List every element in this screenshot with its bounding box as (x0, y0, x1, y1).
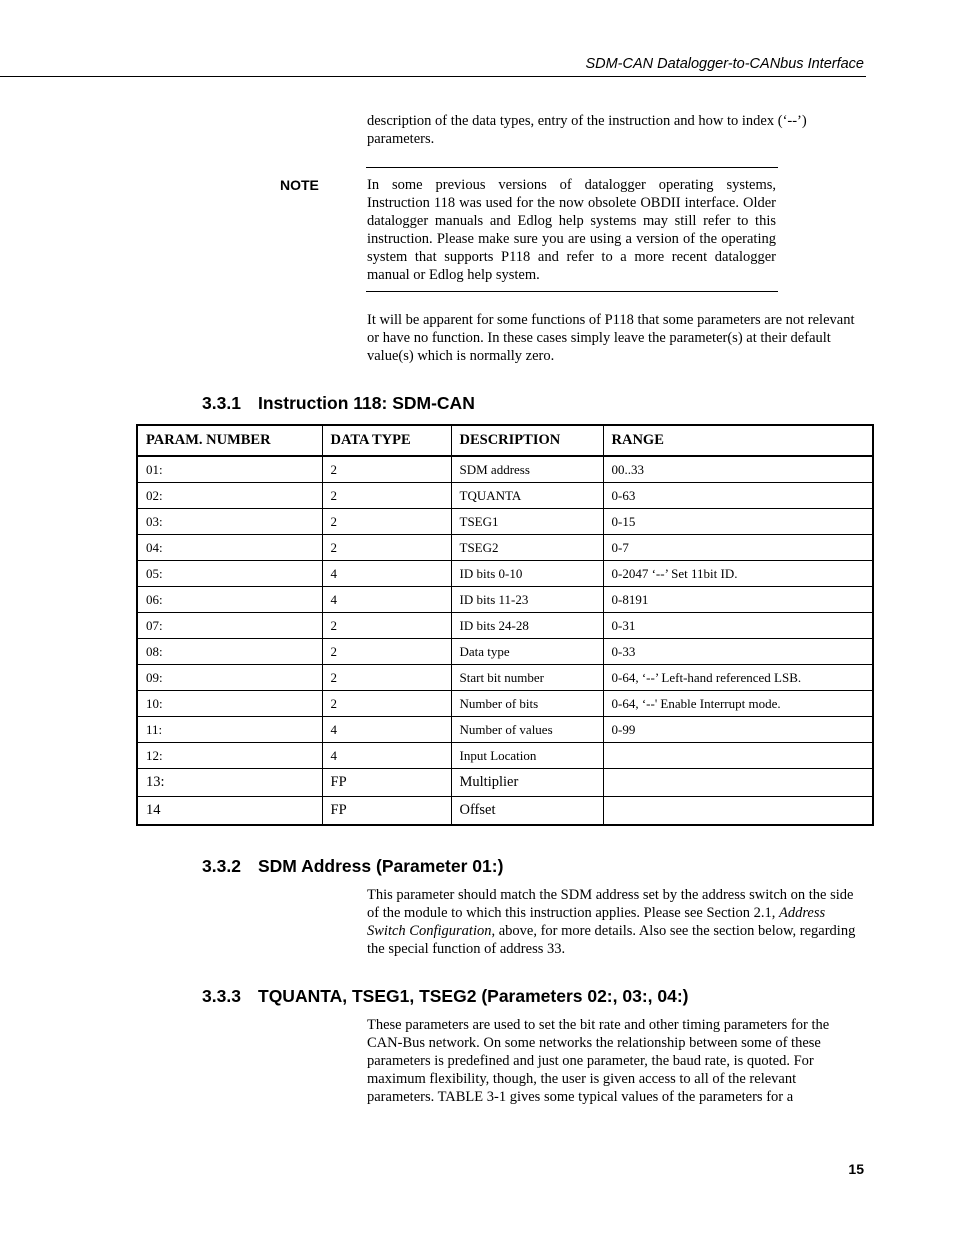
table-cell: 06: (137, 587, 322, 613)
section-number: 3.3.3 (202, 986, 241, 1006)
table-cell: SDM address (451, 456, 603, 483)
table-cell: TQUANTA (451, 483, 603, 509)
italic-reference: Address Switch Configuration (367, 905, 826, 939)
table-cell: 00..33 (603, 456, 873, 483)
table-cell: ID bits 11-23 (451, 587, 603, 613)
note-text: In some previous versions of datalogger operating systems, Instruction 118 was used for the now obsolete OBDII interface. Older datalogger manuals and Edlog help systems may still refer to this instruction. Please make sure you are using a version of the operating system that supports P118 and refer to a more recent datalogger manual or Edlog help system. (367, 177, 776, 283)
table-cell: 0-31 (603, 613, 873, 639)
table-cell: 2 (322, 639, 451, 665)
table-cell: 01: (137, 456, 322, 483)
table-cell: 02: (137, 483, 322, 509)
table-cell (603, 743, 873, 769)
table-cell: 0-63 (603, 483, 873, 509)
paragraph-text: This parameter should match the SDM address set by the address switch on the side of the module to which this instruction applies. Please see Section 2.1, (367, 887, 854, 921)
table-cell (603, 797, 873, 826)
table-cell: 0-64, ‘--' Enable Interrupt mode. (603, 691, 873, 717)
page-number: 15 (848, 1161, 864, 1177)
table-cell: 0-2047 ‘--’ Set 11bit ID. (603, 561, 873, 587)
table-cell: FP (322, 769, 451, 797)
table-cell: Input Location (451, 743, 603, 769)
running-header-title: SDM-CAN Datalogger-to-CANbus Interface (585, 56, 864, 72)
table-row (137, 535, 873, 561)
table-cell: 03: (137, 509, 322, 535)
table-header-row (137, 425, 873, 456)
table-cell: 0-7 (603, 535, 873, 561)
table-cell: 4 (322, 743, 451, 769)
table-row (137, 639, 873, 665)
table-cell: 0-15 (603, 509, 873, 535)
section-3-3-3-paragraph: These parameters are used to set the bit rate and other timing parameters for the CAN-Bus network. On some networks the relationship between some of these parameters is predefined and just one parameter, the baud rate, is quoted. For maximum flexibility, though, the user is given access to all of the relevant parameters. TABLE 3-1 gives some typical values of the parameters for a (367, 1017, 830, 1105)
column-header: PARAM. NUMBER (137, 425, 322, 456)
table-cell: 12: (137, 743, 322, 769)
table-cell: 09: (137, 665, 322, 691)
paragraph-text: , above, for more details. Also see the section below, regarding the special function of address 33. (367, 923, 856, 957)
intro-paragraph: description of the data types, entry of the instruction and how to index (‘--’) parameters. (367, 113, 807, 147)
table-cell: 0-64, ‘--’ Left-hand referenced LSB. (603, 665, 873, 691)
table-cell: 13: (137, 769, 322, 797)
table-cell: 10: (137, 691, 322, 717)
column-header: DESCRIPTION (451, 425, 603, 456)
table-cell: TSEG2 (451, 535, 603, 561)
table-cell: 04: (137, 535, 322, 561)
table-cell: 4 (322, 587, 451, 613)
section-title: TQUANTA, TSEG1, TSEG2 (Parameters 02:, 03:, 04:) (258, 986, 689, 1006)
section-number: 3.3.1 (202, 393, 241, 413)
section-3-3-2-heading (202, 856, 503, 877)
column-header: RANGE (603, 425, 873, 456)
note-bottom-rule (366, 291, 778, 292)
table-cell: TSEG1 (451, 509, 603, 535)
table-cell: Number of values (451, 717, 603, 743)
table-cell: Start bit number (451, 665, 603, 691)
table-row (137, 691, 873, 717)
table-row (137, 561, 873, 587)
apparent-paragraph: It will be apparent for some functions of P118 that some parameters are not relevant or have no function. In these cases simply leave the parameter(s) at their default value(s) which is normally zero. (367, 312, 855, 364)
table-cell: 0-8191 (603, 587, 873, 613)
table-cell: 2 (322, 613, 451, 639)
section-title: Instruction 118: SDM-CAN (258, 393, 475, 413)
section-3-3-1-heading (202, 393, 475, 414)
table-cell: Multiplier (451, 769, 603, 797)
table-cell: 2 (322, 535, 451, 561)
table-row (137, 587, 873, 613)
table-row (137, 613, 873, 639)
table-row (137, 665, 873, 691)
table-row (137, 509, 873, 535)
table-cell: 11: (137, 717, 322, 743)
table-cell: 2 (322, 691, 451, 717)
table-row (137, 797, 873, 826)
table-row (137, 483, 873, 509)
table-cell: 4 (322, 717, 451, 743)
table-row (137, 743, 873, 769)
table-cell: Offset (451, 797, 603, 826)
section-3-3-3-heading (202, 986, 689, 1007)
table-row (137, 717, 873, 743)
table-cell (603, 769, 873, 797)
table-cell: 07: (137, 613, 322, 639)
table-row (137, 769, 873, 797)
table-cell: 05: (137, 561, 322, 587)
section-number: 3.3.2 (202, 856, 241, 876)
table-cell: FP (322, 797, 451, 826)
header-rule (0, 76, 866, 77)
column-header: DATA TYPE (322, 425, 451, 456)
table-cell: 2 (322, 456, 451, 483)
table-cell: ID bits 0-10 (451, 561, 603, 587)
table-row (137, 456, 873, 483)
note-top-rule (366, 167, 778, 168)
table-cell: ID bits 24-28 (451, 613, 603, 639)
section-title: SDM Address (Parameter 01:) (258, 856, 504, 876)
table-cell: 0-99 (603, 717, 873, 743)
table-cell: 2 (322, 665, 451, 691)
table-cell: Data type (451, 639, 603, 665)
parameter-table (136, 424, 874, 826)
table-cell: 2 (322, 509, 451, 535)
note-label: NOTE (280, 177, 319, 193)
table-cell: 2 (322, 483, 451, 509)
table-cell: 0-33 (603, 639, 873, 665)
table-cell: 14 (137, 797, 322, 826)
table-cell: Number of bits (451, 691, 603, 717)
section-3-3-2-paragraph (367, 886, 865, 958)
table-cell: 4 (322, 561, 451, 587)
table-cell: 08: (137, 639, 322, 665)
